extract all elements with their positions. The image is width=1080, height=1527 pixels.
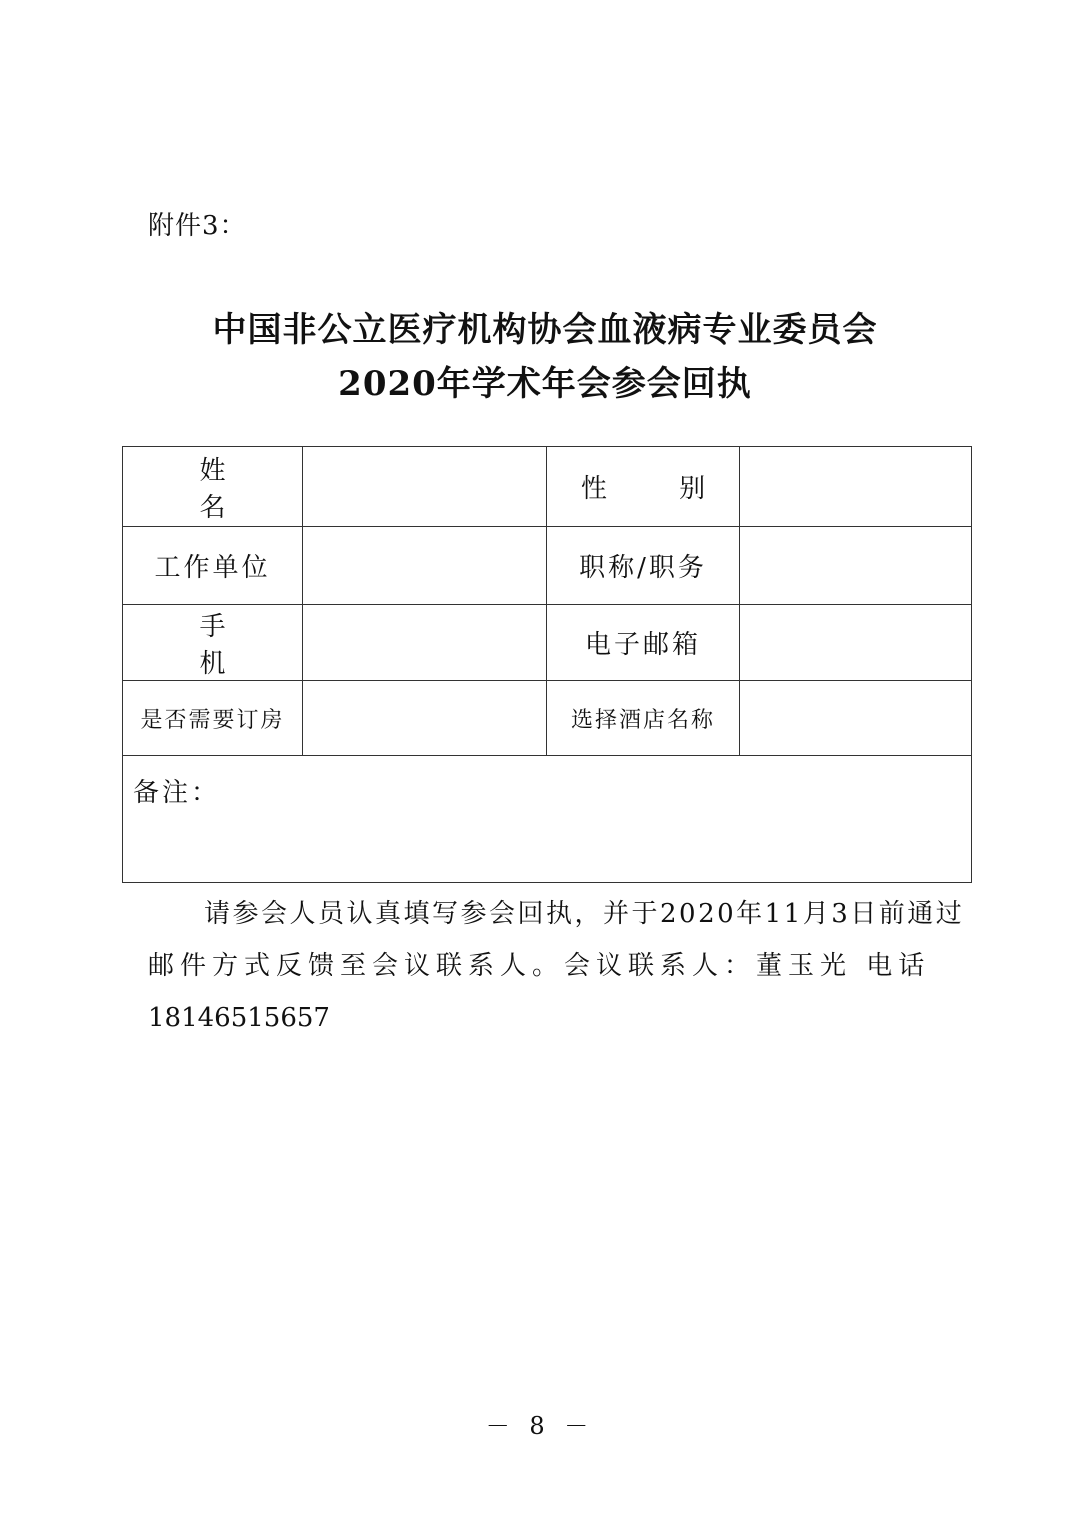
instruction-line-2: 邮件方式反馈至会议联系人。会议联系人：董玉光 电话	[148, 951, 931, 981]
work-unit-field[interactable]	[303, 527, 547, 605]
title-position-label: 职称/职务	[547, 527, 740, 605]
room-booking-field[interactable]	[303, 681, 547, 756]
page-number: － 8 －	[485, 1412, 595, 1440]
hotel-name-label: 选择酒店名称	[547, 681, 740, 756]
title-position-field[interactable]	[740, 527, 972, 605]
instruction-line-1: 请参会人员认真填写参会回执，并于2020年11月3日前通过	[204, 899, 965, 929]
table-row	[123, 681, 972, 756]
table-row	[123, 527, 972, 605]
notes-label: 备注：	[133, 778, 221, 808]
registration-form-table	[122, 446, 972, 883]
mobile-label: 手 机	[123, 605, 303, 681]
table-row	[123, 447, 972, 527]
email-label: 电子邮箱	[547, 605, 740, 681]
instruction-paragraph	[148, 888, 965, 1044]
table-row	[123, 756, 972, 883]
email-field[interactable]	[740, 605, 972, 681]
name-label: 姓 名	[123, 447, 303, 527]
table-row	[123, 605, 972, 681]
gender-label: 性 别	[547, 447, 740, 527]
document-title-line1: 中国非公立医疗机构协会血液病专业委员会	[212, 310, 878, 350]
notes-field[interactable]	[123, 756, 972, 883]
work-unit-label: 工作单位	[123, 527, 303, 605]
hotel-name-field[interactable]	[740, 681, 972, 756]
document-title-line2: 2020年学术年会参会回执	[338, 364, 752, 404]
instruction-line-3: 18146515657	[148, 1003, 330, 1033]
name-field[interactable]	[303, 447, 547, 527]
gender-field[interactable]	[740, 447, 972, 527]
attachment-label: 附件3：	[148, 211, 247, 241]
room-booking-label: 是否需要订房	[123, 681, 303, 756]
mobile-field[interactable]	[303, 605, 547, 681]
